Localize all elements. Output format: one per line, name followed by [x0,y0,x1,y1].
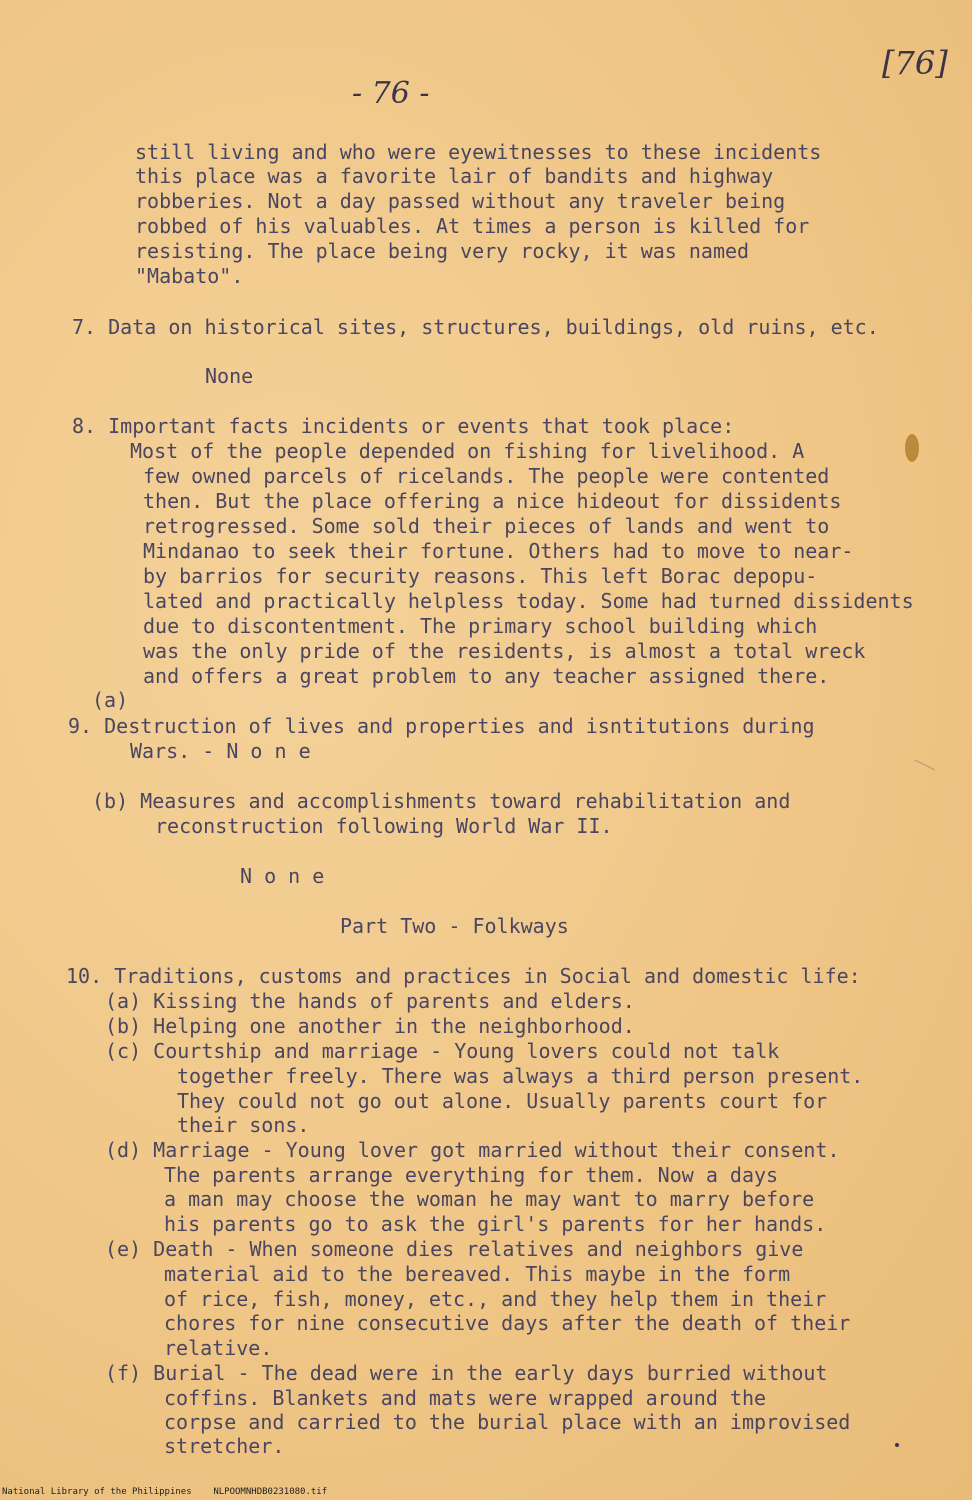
section-10-item-e: chores for nine consecutive days after the death of their [164,1311,851,1335]
section-9-answer: N o n e [240,864,325,888]
part-two-title: Part Two - Folkways [340,914,569,938]
footer-institution: National Library of the Philippines [2,1487,192,1497]
continuation-line: robbed of his valuables. At times a person is killed for [135,214,810,238]
section-8-line: was the only pride of the residents, is almost a total wreck [143,639,866,663]
section-10-item-d: his parents go to ask the girl's parents for her hands. [164,1212,827,1236]
section-10-item-e: relative. [164,1336,273,1360]
footer [2,1487,327,1497]
section-10-heading: 10. Traditions, customs and practices in Social and domestic life: [66,964,861,988]
section-10-item-c: their sons. [177,1113,310,1137]
section-10-item-f: corpse and carried to the burial place with an improvised [164,1410,851,1434]
continuation-line: resisting. The place being very rocky, it was named [135,239,750,263]
section-7-heading: 7. Data on historical sites, structures, buildings, old ruins, etc. [72,315,879,339]
ink-dot [895,1443,899,1447]
section-10-item-d: The parents arrange everything for them. Now a days [164,1163,779,1187]
section-10-item-e: (e) Death - When someone dies relatives and neighbors give [105,1237,804,1261]
section-9-b-line: (b) Measures and accomplishments toward rehabilitation and [92,789,791,813]
archive-number: [76] [882,44,948,82]
footer-file-id: NLPOOMNHDB0231080.tif [213,1487,328,1497]
section-10-item-d: (d) Marriage - Young lover got married without their consent. [105,1138,840,1162]
section-10-item-f: (f) Burial - The dead were in the early days burried without [105,1361,828,1385]
section-8-line: lated and practically helpless today. Some had turned dissidents [143,589,914,613]
section-9-heading: 9. Destruction of lives and properties and isntitutions during [68,714,815,738]
section-10-item-c: They could not go out alone. Usually parents court for [177,1089,828,1113]
section-8-line: Most of the people depended on fishing for livelihood. A [130,439,805,463]
section-8-line: and offers a great problem to any teacher assigned there. [143,664,830,688]
section-9-label-a: (a) [92,688,129,712]
page-number: - 76 - [352,76,430,111]
section-10-item-b: (b) Helping one another in the neighborhood. [105,1014,635,1038]
section-10-item-d: a man may choose the woman he may want to marry before [164,1187,815,1211]
section-8-line: retrogressed. Some sold their pieces of lands and went to [143,514,830,538]
ink-stain [905,434,919,462]
section-10-item-c: (c) Courtship and marriage - Young lovers could not talk [105,1039,780,1063]
section-10-item-e: of rice, fish, money, etc., and they help them in their [164,1287,827,1311]
section-10-item-c: together freely. There was always a third person present. [177,1064,864,1088]
section-10-item-e: material aid to the bereaved. This maybe in the form [164,1262,791,1286]
section-7-answer: None [205,364,254,388]
section-8-line: then. But the place offering a nice hideout for dissidents [143,489,842,513]
section-8-line: due to discontentment. The primary school building which [143,614,818,638]
section-8-line: few owned parcels of ricelands. The people were contented [143,464,830,488]
section-10-item-a: (a) Kissing the hands of parents and elders. [105,989,635,1013]
section-8-line: by barrios for security reasons. This left Borac depopu- [143,564,818,588]
section-8-line: Mindanao to seek their fortune. Others had to move to near- [143,539,854,563]
pencil-mark [915,760,935,770]
section-10-item-f: stretcher. [164,1434,285,1458]
continuation-line: this place was a favorite lair of bandits and highway [135,164,774,188]
section-9-b-line: reconstruction following World War II. [155,814,613,838]
continuation-line: still living and who were eyewitnesses to these incidents [135,140,822,164]
continuation-line: "Mabato". [135,264,244,288]
section-10-item-f: coffins. Blankets and mats were wrapped around the [164,1386,767,1410]
section-8-heading: 8. Important facts incidents or events that took place: [72,414,735,438]
section-9-heading-cont: Wars. - N o n e [130,739,311,763]
continuation-line: robberies. Not a day passed without any traveler being [135,189,786,213]
